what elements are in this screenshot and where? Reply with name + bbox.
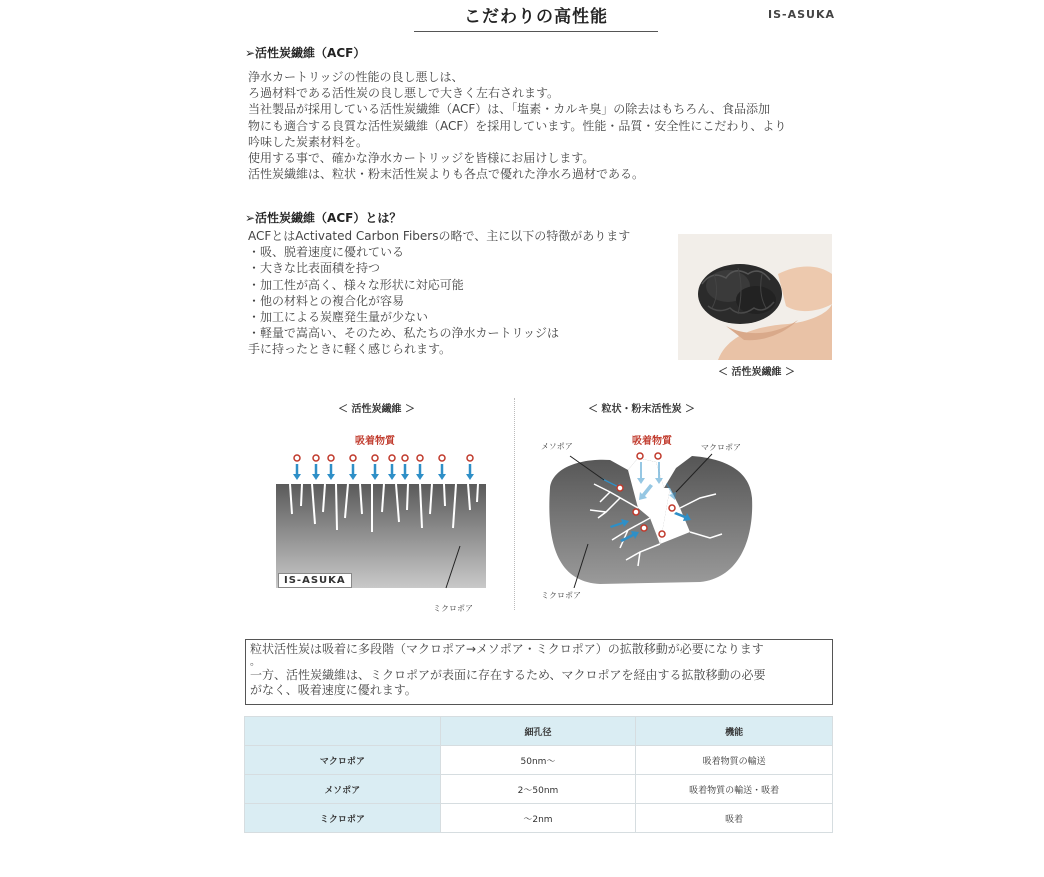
- section1-line: 当社製品が採用している活性炭繊維（ACF）は、「塩素・カルキ臭」の除去はもちろん、食品添加: [248, 102, 771, 117]
- granular-carbon-diagram: [540, 448, 760, 592]
- note-box: [245, 639, 833, 705]
- section1-line: 吟味した炭素材料を。: [248, 134, 369, 149]
- carbon-fiber-photo: [678, 234, 832, 360]
- table-row: [245, 746, 833, 775]
- section2-heading: ➢活性炭繊維（ACF）とは？: [245, 211, 402, 225]
- section1-line: 使用する事で、確かな浄水カートリッジを皆様にお届けします。: [248, 150, 595, 165]
- pore-size-table: [244, 716, 833, 833]
- note-line: がなく、吸着速度に優れます。: [250, 683, 417, 697]
- table-row-name: ミクロポア: [245, 804, 441, 833]
- section1-body: [248, 69, 786, 182]
- diagram-left-caption: ＜ 活性炭繊維 ＞: [338, 404, 415, 415]
- diagram-right-micropore-label: ミクロポア: [541, 591, 581, 600]
- table-row: [245, 804, 833, 833]
- table-header-cell: 機能: [636, 717, 833, 746]
- table-cell-size: 2〜50nm: [440, 775, 636, 804]
- table-cell-function: 吸着物質の輸送・吸着: [636, 775, 833, 804]
- diagram-right-mesopore-label: メソポア: [541, 442, 573, 451]
- table-row-name: メソポア: [245, 775, 441, 804]
- table-header-cell: [245, 717, 441, 746]
- note-line: 一方、活性炭繊維は、ミクロポアが表面に存在するため、マクロポアを経由する拡散移動の必要: [250, 667, 766, 682]
- table-header-row: [245, 717, 833, 746]
- section1-line: 物にも適合する良質な活性炭繊維（ACF）を採用しています。性能・品質・安全性にこだわり、より: [248, 118, 787, 133]
- section1-line: ろ過材料である活性炭の良し悪しで大きく左右されます。: [248, 86, 560, 101]
- diagram-left-adsorbate-label: 吸着物質: [355, 436, 395, 447]
- section1-line: 浄水カートリッジの性能の良し悪しは、: [248, 70, 464, 84]
- section1-line: 活性炭繊維は、粒状・粉末活性炭よりも各点で優れた浄水ろ過材である。: [248, 167, 645, 182]
- table-cell-function: 吸着: [636, 804, 833, 833]
- section2-body: [248, 228, 630, 358]
- section2-line: ・大きな比表面積を持つ: [248, 261, 381, 276]
- diagram-right-macropore-label: マクロポア: [701, 443, 741, 452]
- table-cell-function: 吸着物質の輸送: [636, 746, 833, 775]
- diagram-divider: [514, 398, 515, 610]
- section2-line: 手に持ったときに軽く感じられます。: [248, 342, 452, 357]
- section2-line: ・加工性が高く、様々な形状に対応可能: [248, 277, 464, 292]
- section2-line: ・他の材料との複合化が容易: [248, 293, 405, 308]
- diagram-left-micropore-label: ミクロポア: [433, 604, 473, 613]
- diagram-right-adsorbate-label: 吸着物質: [632, 436, 672, 447]
- table-cell-size: 50nm〜: [440, 746, 636, 775]
- table-header-cell: 細孔径: [440, 717, 636, 746]
- section2-line: ・軽量で嵩高い、そのため、私たちの浄水カートリッジは: [248, 326, 560, 341]
- table-row-name: マクロポア: [245, 746, 441, 775]
- note-line: 粒状活性炭は吸着に多段階（マクロポア→メソポア・ミクロポア）の拡散移動が必要になります: [250, 642, 764, 656]
- page-title: こだわりの高性能: [414, 2, 658, 32]
- section2-line: ACFとはActivated Carbon Fibersの略で、主に以下の特徴があります: [248, 229, 631, 243]
- brand-logo: IS-ASUKA: [768, 8, 835, 21]
- section2-line: ・加工による炭塵発生量が少ない: [248, 309, 429, 324]
- section1-heading: ➢活性炭繊維（ACF）: [245, 46, 366, 60]
- diagram-right-caption: ＜ 粒状・粉末活性炭 ＞: [588, 404, 695, 415]
- diagram-left-brand: IS-ASUKA: [278, 573, 352, 588]
- section2-line: ・吸、脱着速度に優れている: [248, 245, 405, 260]
- table-row: [245, 775, 833, 804]
- note-line: 。: [250, 656, 260, 668]
- photo-caption: ＜ 活性炭繊維 ＞: [718, 367, 795, 378]
- table-cell-size: 〜2nm: [440, 804, 636, 833]
